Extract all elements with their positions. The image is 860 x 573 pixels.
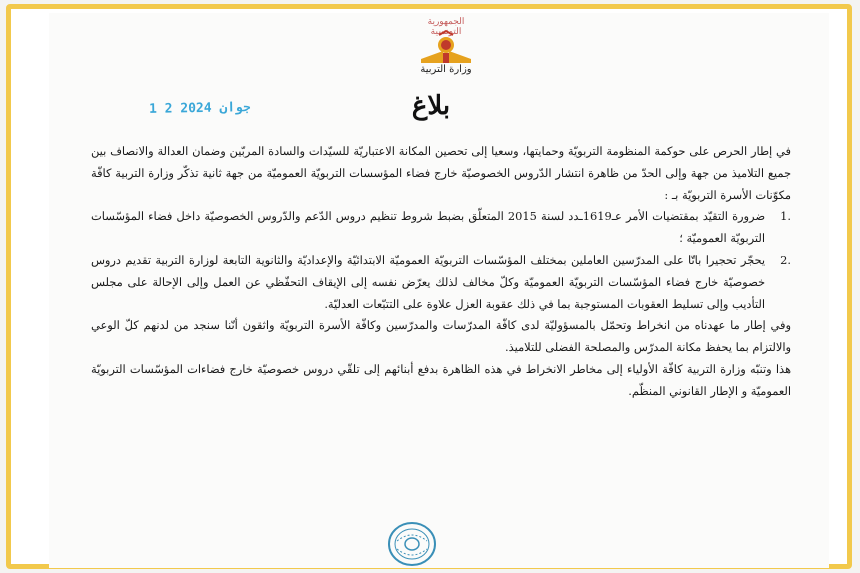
ministry-emblem bbox=[411, 17, 481, 77]
list-item-2 bbox=[91, 250, 791, 315]
date-stamp: 1 2 جوان 2024 bbox=[148, 100, 251, 117]
document-frame bbox=[6, 4, 852, 569]
paragraph-4: هذا وتنبّه وزارة التربية كافّة الأولياء إلى مخاطر الانخراط في هذه الظاهرة بدفع أبنائهم إلى تلقّي دروس خصوصيّة خارج فضاءات المؤسّسات التربويّة العموميّة و الإطار القانوني المنظّم. bbox=[91, 361, 791, 398]
list-text-1: ضرورة التقيّد بمقتضيات الأمر عـ1619ـدد لسنة 2015 المتعلّق بضبط شروط تنظيم دروس الدّعم والدّروس الخصوصيّة داخل فضاء المؤسّسات التربويّة العموميّة ؛ bbox=[91, 209, 765, 246]
document-body bbox=[91, 141, 791, 403]
official-seal-icon bbox=[387, 521, 437, 567]
ministry-logo-icon bbox=[419, 29, 473, 65]
paragraph-3: وفي إطار ما عهدناه من انخراط وتحمّل بالمسؤوليّة لدى كافّة المدرّسات والمدرّسين وكافّة الأسرة التربويّة واثقون أنّنا سنجد من لدنهم كلّ الوعي والالتزام بما يحفظ مكانة المدرّس والمصلحة الفضلى للتلاميذ. bbox=[91, 318, 791, 355]
list-number-1: .1 bbox=[780, 209, 791, 224]
document-page bbox=[49, 13, 829, 568]
ministry-label: وزارة التربية bbox=[420, 64, 472, 75]
intro-paragraph: في إطار الحرص على حوكمة المنظومة التربويّة وحمايتها، وسعيا إلى تحصين المكانة الاعتباريّة للسيّدات والسادة المربّين وضمان العدالة والانصاف بين جميع التلاميذ من جهة وإلى الحدّ من ظاهرة انتشار الدّروس الخصوصيّة خارج فضاء المؤسسات التربويّة العموميّة من جهة ثانية تذكّر وزارة التربية كافّة مكوّنات الأسرة التربويّة بـ : bbox=[91, 144, 791, 202]
document-title: بلاغ bbox=[411, 91, 451, 121]
republic-label: الجمهورية التونسية bbox=[427, 17, 465, 37]
list-item-1 bbox=[91, 206, 791, 250]
list-text-2: يحجّر تحجيرا باتّا على المدرّسين العاملين بمختلف المؤسّسات التربويّة العموميّة الابتدائيّة والإعداديّة والثانوية التابعة لوزارة التربية تقديم دروس خصوصيّة خارج فضاء المؤسّسات التربويّة العموميّة وكلّ مخالف لذلك يعرّض نفسه إلى الإيقاف التحفّظي عن العمل وإلى الإحالة على مجلس التأديب وإلى تسليط العقوبات المستوجبة بما في ذلك عقوبة العزل علاوة على التتبّعات العدليّة. bbox=[91, 252, 765, 311]
list-number-2: .2 bbox=[780, 252, 791, 267]
